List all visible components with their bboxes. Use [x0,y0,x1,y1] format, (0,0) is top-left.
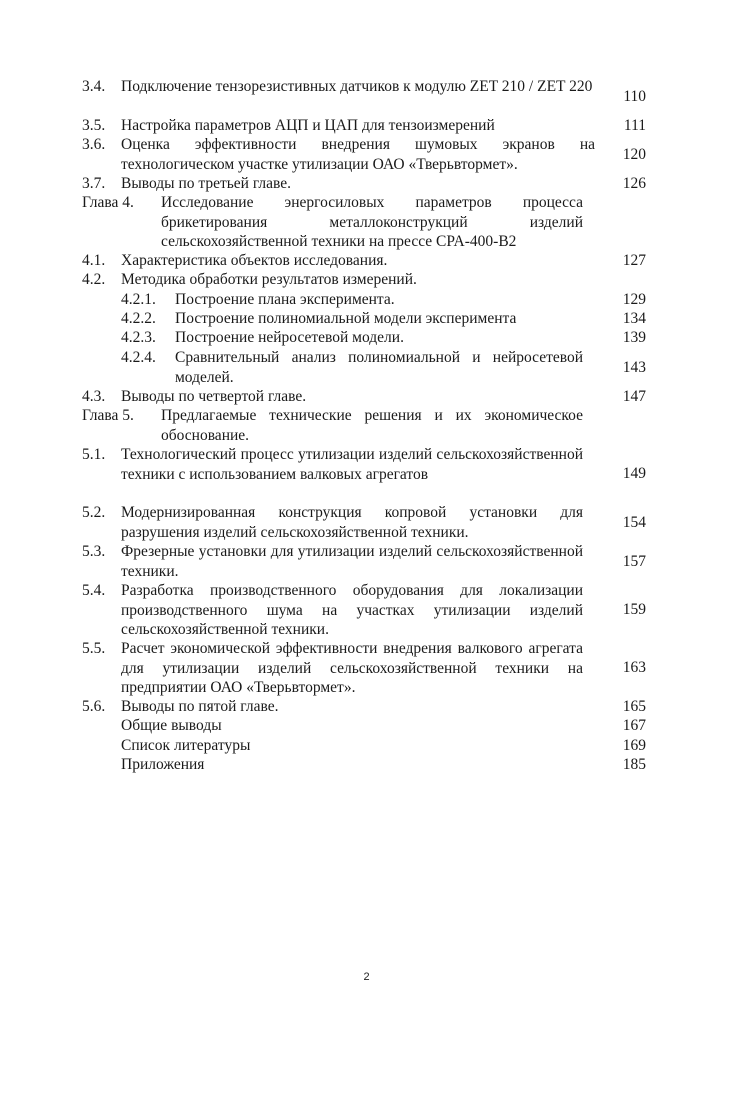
toc-entry-title: Характеристика объектов исследования. [121,252,388,269]
toc-entry-number: 4.2.2. [121,310,156,327]
toc-entry-page: 165 [622,698,646,715]
toc-entry-title: Подключение тензорезистивных датчиков к модулю ZET 210 / ZET 220 [121,78,593,95]
toc-entry-number: 5.5. [82,640,106,657]
toc-entry-page: 120 [622,146,646,163]
toc-entry-title: Построение нейросетевой модели. [175,329,404,346]
toc-entry-title: Модернизированная конструкция копровой установки для разрушения изделий сельскохозяйственной техники. [121,504,583,541]
toc-entry-page: 154 [622,514,646,531]
toc-entry-number: 4.3. [82,388,106,405]
toc-entry-number: 4.2.4. [121,349,156,366]
page-number: 2 [363,971,370,983]
toc-entry-number: 3.6. [82,136,106,153]
toc-entry-number: 3.5. [82,117,106,134]
toc-entry-page: 143 [622,359,646,376]
toc-entry-page: 149 [622,465,646,482]
toc-entry-number: 3.7. [82,175,106,192]
toc-entry-number: Глава 5. [82,407,134,424]
toc-entry-page: 185 [622,756,646,773]
toc-entry-page: 163 [622,659,646,676]
toc-entry-number: 5.1. [82,446,106,463]
toc-entry-number: 5.6. [82,698,106,715]
toc-entry-page: 129 [622,291,646,308]
toc-entry-title: Фрезерные установки для утилизации изделий сельскохозяйственной техники. [121,543,583,580]
toc-entry-title: Методика обработки результатов измерений. [121,271,417,288]
toc-entry-page: 111 [623,117,646,134]
toc-entry-number: 5.4. [82,582,106,599]
toc-entry-page: 147 [622,388,646,405]
toc-entry-title: Настройка параметров АЦП и ЦАП для тензоизмерений [121,117,495,134]
toc-entry-title: Выводы по четвертой главе. [121,388,307,405]
toc-entry-number: 5.2. [82,504,106,521]
toc-entry-page: 157 [622,553,646,570]
toc-entry-page: 110 [623,88,646,105]
toc-entry-number: Глава 4. [82,194,134,211]
toc-entry-number: 4.1. [82,252,106,269]
toc-entry-title: Сравнительный анализ полиномиальной и нейросетевой моделей. [175,349,583,386]
toc-entry-title: Общие выводы [121,717,222,734]
toc-entry-number: 3.4. [82,78,106,95]
toc-entry-number: 4.2. [82,271,106,288]
toc-entry-page: 167 [622,717,646,734]
toc-entry-page: 159 [622,601,646,618]
toc-entry-title: Построение полиномиальной модели эксперимента [175,310,517,327]
toc-entry-page: 134 [622,310,646,327]
toc-entry-title: Приложения [121,756,205,773]
toc-entry-page: 126 [622,175,646,192]
toc-entry-title: Исследование энергосиловых параметров процесса брикетирования металлоконструкций изделий сельскохозяйственной техники на прессе CPA-400-B2 [161,194,583,251]
toc-entry-title: Список литературы [121,737,251,754]
toc-entry-number: 4.2.1. [121,291,156,308]
toc-entry-title: Построение плана эксперимента. [175,291,395,308]
toc-entry-page: 139 [622,329,646,346]
toc-entry-title: Технологический процесс утилизации изделий сельскохозяйственной техники с использованием валковых агрегатов [121,446,583,483]
toc-entry-page: 169 [622,737,646,754]
toc-entry-title: Выводы по пятой главе. [121,698,279,715]
toc-entry-page: 127 [622,252,646,269]
toc-entry-number: 5.3. [82,543,106,560]
toc-entry-number: 4.2.3. [121,329,156,346]
toc-entry-title: Выводы по третьей главе. [121,175,292,192]
toc-entry-title: Оценка эффективности внедрения шумовых экранов на технологическом участке утилизации ОАО «Тверьвтормет». [121,136,595,173]
toc-entry-title: Предлагаемые технические решения и их экономическое обоснование. [161,407,583,444]
toc-entry-title: Расчет экономической эффективности внедрения валкового агрегата для утилизации изделий сельскохозяйственной техники на предприятии ОАО «Тверьвтормет». [121,640,583,697]
toc-entry-title: Разработка производственного оборудования для локализации производственного шума на участках утилизации изделий сельскохозяйственной техники. [121,582,583,639]
